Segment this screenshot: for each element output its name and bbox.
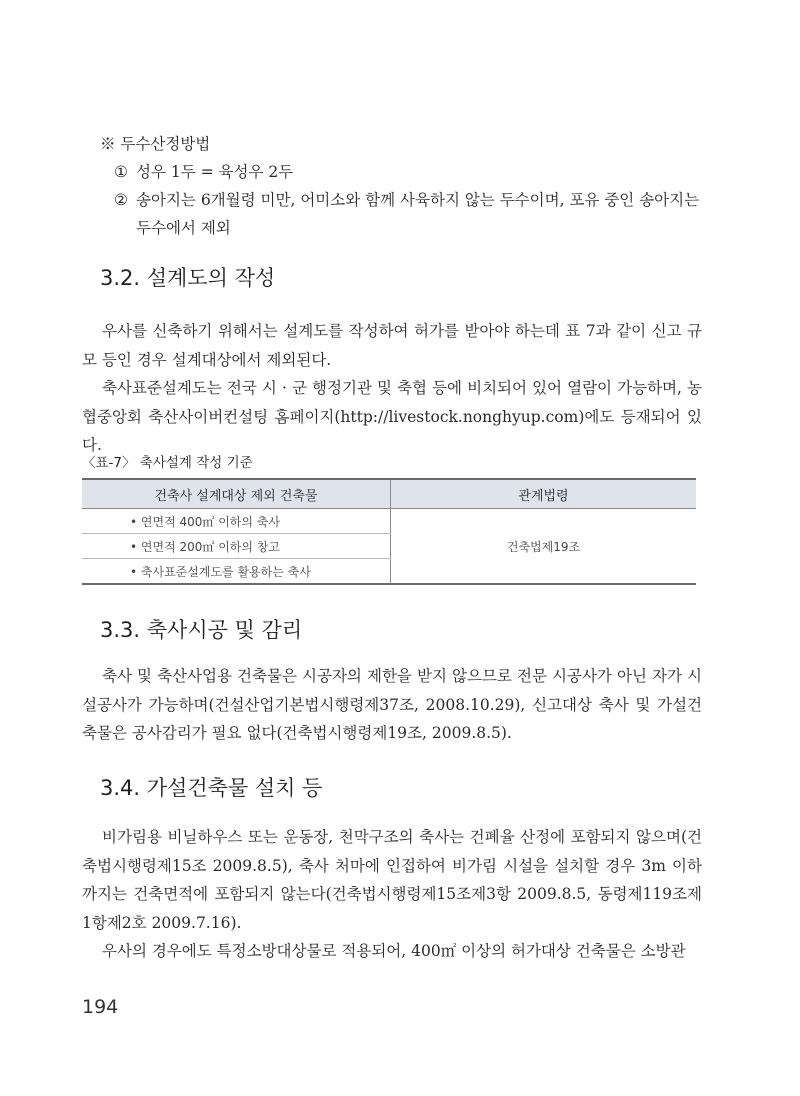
section-heading: 3.2. 설계도의 작성	[100, 266, 276, 290]
section-heading: 3.4. 가설건축물 설치 등	[100, 776, 323, 800]
section-body	[82, 823, 702, 966]
note-item-text: 송아지는 6개월령 미만, 어미소와 함께 사육하지 않는 두수이며, 포유 중인 송아지는 두수에서 제외	[136, 191, 700, 237]
table-header-row	[82, 479, 696, 509]
note-title: ※ 두수산정방법	[100, 135, 211, 153]
table-header-cell: 건축사 설계대상 제외 건축물	[82, 479, 391, 509]
paragraph: 우사를 신축하기 위해서는 설계도를 작성하여 허가를 받아야 하는데 표 7과 같이 신고 규모 등인 경우 설계대상에서 제외된다.	[82, 322, 702, 369]
table-header-cell: 관계법령	[391, 479, 697, 509]
note-item-text: 성우 1두 = 육성우 2두	[136, 163, 294, 181]
note-item	[100, 158, 700, 186]
paragraph: 우사의 경우에도 특정소방대상물로 적용되어, 400㎡ 이상의 허가대상 건축물은 소방관	[102, 942, 686, 960]
paragraph: 축사표준설계도는 전국 시 · 군 행정기관 및 축협 등에 비치되어 있어 열람이 가능하며, 농협중앙회 축산사이버컨설팅 홈페이지(http://livestock.nonghyup.com)에도 등재되어 있다.	[82, 379, 702, 454]
note-item	[100, 186, 700, 242]
table-cell: • 연면적 200㎡ 이하의 창고	[82, 534, 391, 559]
table-cell: • 축사표준설계도를 활용하는 축사	[82, 559, 391, 585]
page-number: 194	[82, 996, 119, 1018]
paragraph: 축사 및 축산사업용 건축물은 시공자의 제한을 받지 않으므로 전문 시공사가 아닌 자가 시설공사가 가능하며(건설산업기본법시행령제37조, 2008.10.29), 신고대상 축사 및 가설건축물은 공사감리가 필요 없다(건축법시행령제19조, 2009.8.5).	[82, 667, 702, 742]
section-heading: 3.3. 축사시공 및 감리	[100, 618, 303, 642]
head-count-note	[100, 130, 700, 242]
paragraph: 비가림용 비닐하우스 또는 운동장, 천막구조의 축사는 건폐율 산정에 포함되지 않으며(건축법시행령제15조 2009.8.5), 축사 처마에 인접하여 비가림 시설을 설치할 경우 3m 이하까지는 건축면적에 포함되지 않는다(건축법시행령제15조제3항 2009.8.5, 동령제119조제1항제2호 2009.7.16).	[82, 828, 702, 932]
section-body	[82, 317, 702, 460]
table-cell-law: 건축법제19조	[506, 539, 581, 554]
note-item-number: ②	[114, 191, 128, 209]
design-criteria-table	[82, 478, 696, 585]
table-caption: 〈표-7〉 축사설계 작성 기준	[82, 455, 253, 471]
note-item-number: ①	[114, 163, 128, 181]
table-row	[82, 509, 696, 534]
table-cell: • 연면적 400㎡ 이하의 축사	[82, 509, 391, 534]
section-body	[82, 662, 702, 748]
